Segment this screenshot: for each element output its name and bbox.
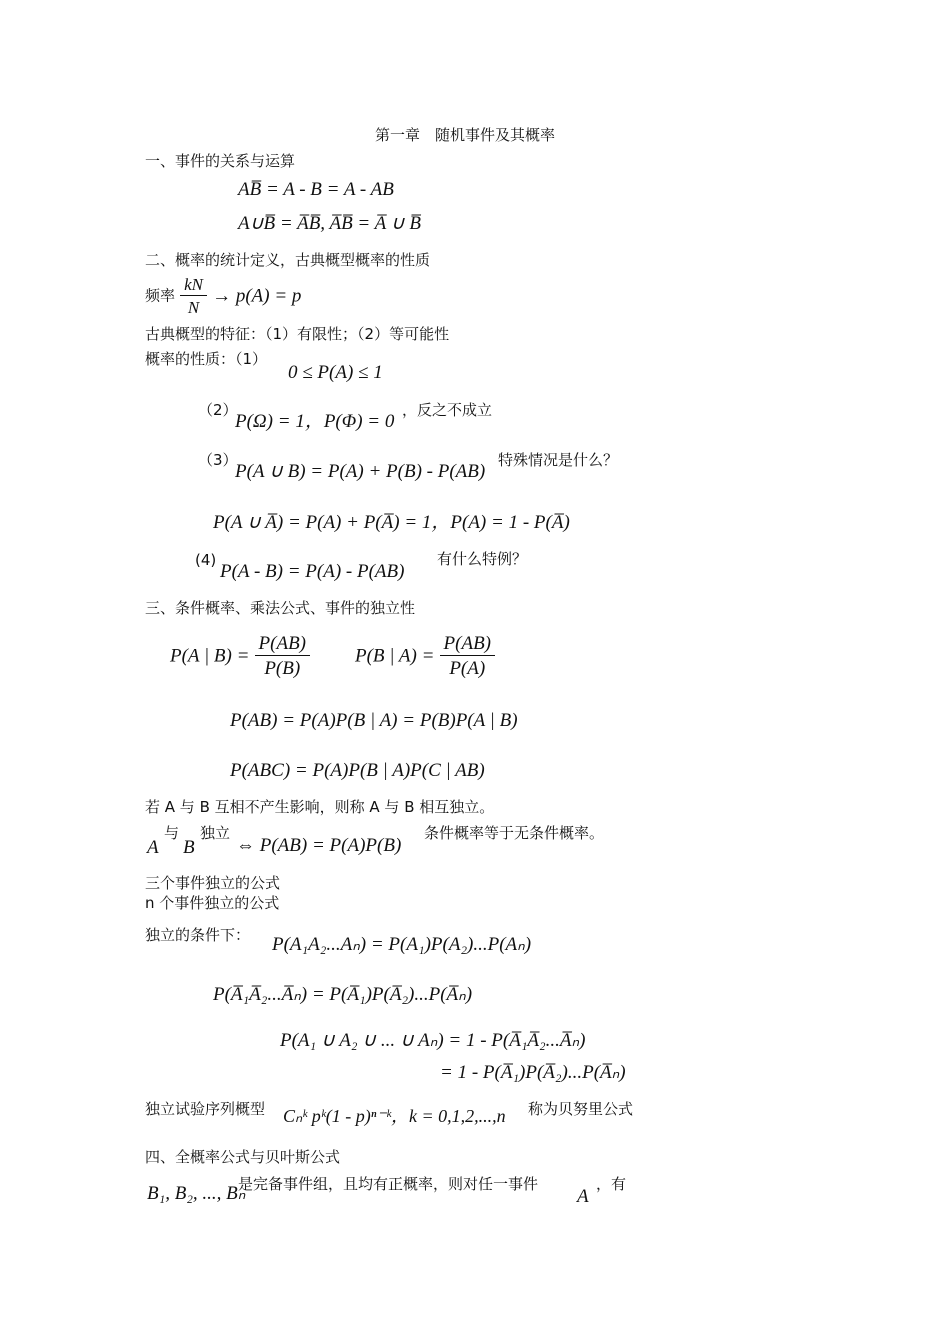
- frequency-denominator: N: [187, 298, 200, 317]
- independence-condition-label: 独立的条件下：: [145, 926, 251, 944]
- chapter-title: 第一章 随机事件及其概率: [375, 126, 556, 144]
- frequency-fraction: [180, 276, 207, 316]
- property-3-note: 特殊情况是什么？: [498, 451, 619, 469]
- union-formula-1: P(A₁ ∪ A₂ ∪ ... ∪ Aₙ) = 1 - P(A̅₁A̅₂...A̅ₙ): [280, 1030, 586, 1051]
- property-2-note: ，反之不成立: [402, 401, 493, 419]
- conditional-2-numerator: P(AB): [440, 634, 495, 656]
- frequency-formula: [145, 276, 301, 316]
- conditional-1-lhs: P(A | B) =: [170, 645, 250, 667]
- property-4-note: 有什么特例？: [437, 550, 528, 568]
- section-2-heading: 二、概率的统计定义，古典概型概率的性质: [145, 251, 431, 269]
- n-independence-formula-2: P(A̅₁A̅₂...A̅ₙ) = P(A̅₁)P(A̅₂)...P(A̅ₙ): [213, 984, 473, 1005]
- bernoulli-label: 独立试验序列概型: [145, 1100, 266, 1118]
- frequency-limit: → p(A) = p: [212, 285, 302, 307]
- formula-difference: AB̅ = A - B = A - AB: [238, 179, 394, 200]
- bernoulli-formula: Cₙᵏ pᵏ(1 - p)ⁿ⁻ᵏ，k = 0,1,2,...,n: [283, 1106, 506, 1126]
- section-1-heading: 一、事件的关系与运算: [145, 152, 296, 170]
- conditional-1-fraction: [255, 634, 310, 678]
- section-3-heading: 三、条件概率、乘法公式、事件的独立性: [145, 599, 416, 617]
- property-1-formula: 0 ≤ P(A) ≤ 1: [288, 362, 383, 383]
- complement-formula: P(A ∪ A̅) = P(A) + P(A̅) = 1，P(A) = 1 - P(A̅): [213, 512, 570, 533]
- bernoulli-note: 称为贝努里公式: [528, 1100, 634, 1118]
- total-probability-text: 是完备事件组，且均有正概率，则对任一事件: [238, 1175, 539, 1193]
- frequency-numerator: kN: [180, 276, 207, 296]
- independence-formula: ⇔ P(AB) = P(A)P(B): [236, 835, 402, 856]
- property-3-formula: P(A ∪ B) = P(A) + P(B) - P(AB): [235, 461, 486, 482]
- multiplication-formula-2: P(ABC) = P(A)P(B | A)P(C | AB): [230, 760, 485, 781]
- total-probability-end: ，有: [596, 1175, 627, 1193]
- independence-b: B: [183, 837, 195, 858]
- independence-definition: 若 A 与 B 互相不产生影响，则称 A 与 B 相互独立。: [145, 798, 495, 816]
- conditional-2-fraction: [440, 634, 495, 678]
- conditional-formula-2: [355, 634, 495, 678]
- property-2-tag: （2）: [198, 401, 238, 419]
- three-events-heading: 三个事件独立的公式: [145, 874, 281, 892]
- classical-features: 古典概型的特征：（1）有限性；（2）等可能性: [145, 325, 450, 343]
- independence-note: 条件概率等于无条件概率。: [424, 824, 605, 842]
- conditional-1-denominator: P(B): [264, 658, 301, 679]
- conditional-2-denominator: P(A): [449, 658, 486, 679]
- conditional-1-numerator: P(AB): [255, 634, 310, 656]
- conditional-formula-1: [170, 634, 310, 678]
- formula-de-morgan: A∪B̅ = A̅B̅, A̅B̅ = A̅ ∪ B̅: [238, 213, 421, 234]
- independence-a: A: [147, 837, 159, 858]
- independence-yu: 与: [164, 824, 180, 842]
- union-formula-2: = 1 - P(A̅₁)P(A̅₂)...P(A̅ₙ): [440, 1062, 626, 1083]
- property-4-formula: P(A - B) = P(A) - P(AB): [220, 561, 405, 582]
- property-4-tag: (4): [195, 551, 217, 569]
- n-events-heading: n 个事件独立的公式: [145, 894, 280, 912]
- multiplication-formula-1: P(AB) = P(A)P(B | A) = P(B)P(A | B): [230, 710, 518, 731]
- event-a: A: [577, 1186, 589, 1207]
- independence-label: 独立: [200, 824, 231, 842]
- frequency-label: 频率: [145, 286, 176, 305]
- n-independence-formula-1: P(A₁A₂...Aₙ) = P(A₁)P(A₂)...P(Aₙ): [272, 934, 532, 955]
- conditional-2-lhs: P(B | A) =: [355, 645, 435, 667]
- properties-label: 概率的性质：（1）: [145, 350, 268, 368]
- property-2-formula: P(Ω) = 1，P(Φ) = 0: [235, 411, 395, 432]
- property-3-tag: （3）: [198, 451, 238, 469]
- event-group-formula: B₁, B₂, ..., Bₙ: [147, 1183, 246, 1204]
- section-4-heading: 四、全概率公式与贝叶斯公式: [145, 1148, 341, 1166]
